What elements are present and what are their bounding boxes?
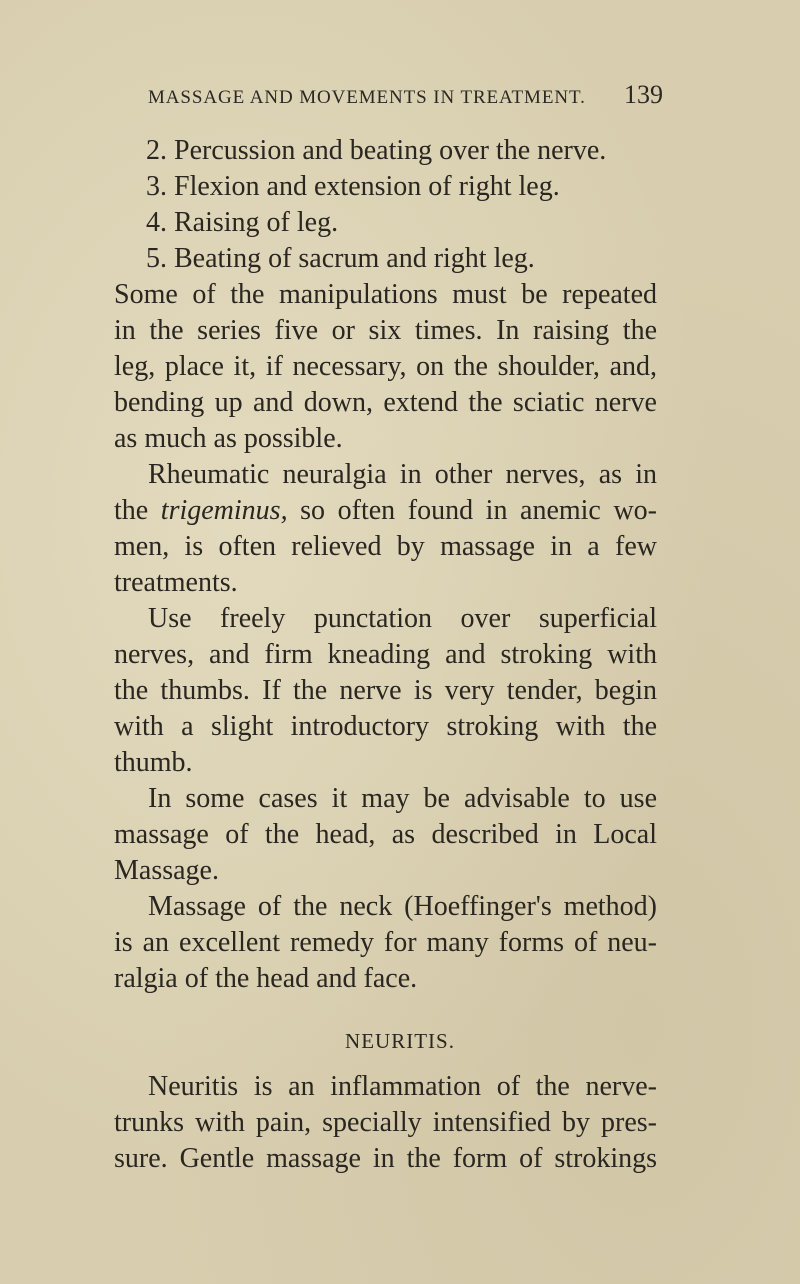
list-item: 5. Beating of sacrum and right leg. <box>146 243 535 274</box>
text-line: is an excellent remedy for many forms of neu- <box>114 927 657 958</box>
text-line: bending up and down, extend the sciatic nerve <box>114 387 657 418</box>
text-line: in the series five or six times. In raising the <box>114 315 657 346</box>
section-heading: NEURITIS. <box>345 1029 455 1053</box>
text-line <box>114 493 657 529</box>
running-head: MASSAGE AND MOVEMENTS IN TREATMENT. <box>148 87 586 108</box>
text-line: massage of the head, as described in Local <box>114 819 657 850</box>
text-line: trunks with pain, specially intensified by pres- <box>114 1107 657 1138</box>
page-header <box>148 80 663 110</box>
text-line: leg, place it, if necessary, on the shoulder, and, <box>114 351 657 382</box>
text-span: so often found in anemic wo- <box>287 495 657 526</box>
text-line: ralgia of the head and face. <box>114 963 418 994</box>
text-line: Some of the manipulations must be repeated <box>114 279 657 310</box>
text-line: Massage of the neck (Hoeffinger's method) <box>148 891 657 922</box>
text-line: nerves, and firm kneading and stroking with <box>114 639 657 670</box>
text-line: as much as possible. <box>114 423 343 454</box>
text-line: In some cases it may be advisable to use <box>148 783 657 814</box>
text-line: thumb. <box>114 747 193 778</box>
list-item: 4. Raising of leg. <box>146 207 339 238</box>
text-line: the thumbs. If the nerve is very tender, begin <box>114 675 657 706</box>
text-line: with a slight introductory stroking with the <box>114 711 657 742</box>
text-line: Massage. <box>114 855 219 886</box>
list-item: 2. Percussion and beating over the nerve. <box>146 135 607 166</box>
text-line: men, is often relieved by massage in a few <box>114 531 657 562</box>
text-line: treatments. <box>114 567 238 598</box>
text-line: Neuritis is an inflammation of the nerve- <box>148 1071 657 1102</box>
list-item: 3. Flexion and extension of right leg. <box>146 171 560 202</box>
text-span: the <box>114 495 161 526</box>
page-number: 139 <box>624 80 663 109</box>
text-line: Use freely punctation over superficial <box>148 603 657 634</box>
text-line: Rheumatic neuralgia in other nerves, as in <box>148 459 657 490</box>
text-line: sure. Gentle massage in the form of strokings <box>114 1143 657 1174</box>
italic-term: trigeminus, <box>160 495 288 526</box>
